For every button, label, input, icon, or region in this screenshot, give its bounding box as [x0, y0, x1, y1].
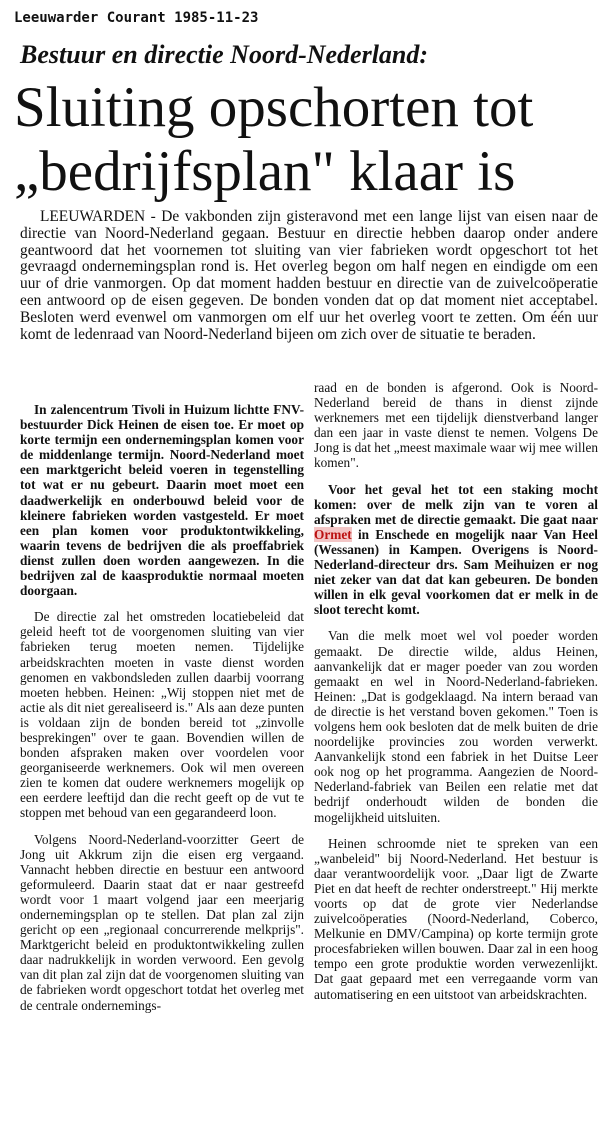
headline-line-1: Sluiting opschorten tot	[14, 76, 534, 139]
left-column	[20, 402, 304, 1024]
article-paragraph: Van die melk moet wel vol poeder worden gemaakt. De directie wilde, aldus Heinen, aanvankelijk dat er mager poeder van zou worden gemaakt en wel in Noord-Nederland-fabrieken. Heinen: „Dat is godgeklaagd. Na intern beraad van de directie is het verstand boven gekomen." Toen is volgens hem ook besloten dat de melk buiten de drie noordelijke provincies zou worden verwerkt. Aanvankelijk stond een fabriek in het Duitse Leer ook nog op het programma. Aangezien de Noord-Nederland-fabriek van Beilen een relatie met dat bedrijf onderhoudt wilden de bonden die mogelijkheid uitsluiten.	[314, 628, 598, 825]
lead-text: LEEUWARDEN - De vakbonden zijn gisteravond met een lange lijst van eisen naar de directie van Noord-Nederland gegaan. Bestuur en directie hebben daarop onder andere geantwoord dat het voornemen tot sluiting van vier fabrieken wordt opgeschort tot het gevraagd ondernemingsplan rond is. Het overleg begon om half negen en eindigde om een uur of drie vanmorgen. Op dat moment hadden bestuur en directie van de zuivelcoöperatie een antwoord op de eisen gegeven. De bonden vonden dat op dat moment niet acceptabel. Besloten werd evenwel om vanmorgen om elf uur het overleg voort te zetten. Om één uur komt de ledenraad van Noord-Nederland bijeen om zich over de situatie te beraden.	[20, 208, 598, 343]
highlighted-word: Ormet	[314, 526, 352, 542]
kicker: Bestuur en directie Noord-Nederland:	[20, 40, 429, 69]
article-paragraph: Heinen schroomde niet te spreken van een „wanbeleid" bij Noord-Nederland. Het bestuur is daar verantwoordelijk voor. „Daar ligt de Zwarte Piet en dat heeft de rechter onderstreept." Hij merkte voorts op dat de grote vier Nederlandse zuivelcoöperaties (Noord-Nederland, Coberco, Melkunie en DMV/Campina) op korte termijn grote procesfabrieken willen bouwen. Daar zal in een hoog tempo een grote produktie worden verwezenlijkt. Dat gaat gepaard met een verregaande vorm van automatisering en een uitstoot van arbeidskrachten.	[314, 835, 598, 1002]
right-column	[314, 380, 598, 1013]
article-paragraph: raad en de bonden is afgerond. Ook is Noord-Nederland bereid de thans in dienst zijnde werknemers met een tijdelijk dienstverband langer dan een jaar in vaste dienst te nemen. Volgens De Jong is dat het „meest maximale waar wij mee willen komen".	[314, 380, 598, 471]
article-paragraph: Volgens Noord-Nederland-voorzitter Geert de Jong uit Akkrum zijn die eisen erg vergaand. Vannacht hebben directie en bestuur een antwoord geformuleerd. Daarin staat dat er naar gestreefd wordt voor 1 maart volgend jaar een meerjarig ondernemingsplan op te stellen. Dat plan zal zijn gericht op een „regionaal concurrerende melkprijs". Marktgericht beleid en produktontwikkeling zullen daar nadrukkelijk in worden verwoord. Een gevolg van dit plan zal zijn dat de voorgenomen sluiting van de fabrieken wordt opgeschort totdat het overleg met de centrale ondernemings-	[20, 831, 304, 1013]
lead-paragraph	[20, 209, 598, 343]
paragraph-segment: Voor het geval het tot een staking mocht komen: over de melk zijn van te voren al afspraken met de directie gemaakt. Die gaat naar	[314, 481, 598, 527]
headline	[14, 76, 604, 204]
article-paragraph: De directie zal het omstreden locatiebeleid dat geleid heeft tot de voorgenomen sluiting van vier fabrieken terug moeten nemen. Tijdelijke arbeidskrachten moeten in vaste dienst worden genomen en vakbondsleden zullen daarbij voorrang moeten hebben. Heinen: „Wij stoppen niet met de actie als dit niet gerealiseerd is." Als aan deze punten is voldaan zijn de bonden bereid tot „zinvolle besprekingen" over te gaan. Bovendien willen de bonden afspraken maken over voordelen voor georganiseerde werknemers. Ook wil men overeen zien te komen dat oudere werknemers mogelijk op een eerdere leeftijd dan die recht geeft op de vut te stoppen met behoud van een gegarandeerd loon.	[20, 609, 304, 821]
source-label: Leeuwarder Courant 1985-11-23	[14, 10, 259, 26]
headline-line-2: „bedrijfsplan" klaar is	[14, 140, 516, 203]
article-paragraph: In zalencentrum Tivoli in Huizum lichtte FNV-bestuurder Dick Heinen de eisen toe. Er moet op korte termijn een ondernemingsplan komen voor de middenlange termijn. Noord-Nederland moet een marktgericht beleid voeren in tegenstelling tot wat er nu gebeurt. Daarin moet moet een daadwerkelijk en onderbouwd beleid voor de kleinere fabrieken worden vastgesteld. Er moet een plan komen voor produktontwikkeling, waarin tevens de bedrijven die als proeffabriek dienst zullen doen worden aangewezen. In die bedrijven zal de kaasproduktie normaal moeten doorgaan.	[20, 402, 304, 599]
paragraph-segment: in Enschede en mogelijk naar Van Heel (Wessanen) in Kampen. Overigens is Noord-Nederland-directeur drs. Sam Meihuizen er nog niet zeker van dat dat kan gebeuren. De bonden willen in elk geval voorkomen dat er melk in de sloot terecht komt.	[314, 526, 598, 618]
article-paragraph	[314, 482, 598, 618]
